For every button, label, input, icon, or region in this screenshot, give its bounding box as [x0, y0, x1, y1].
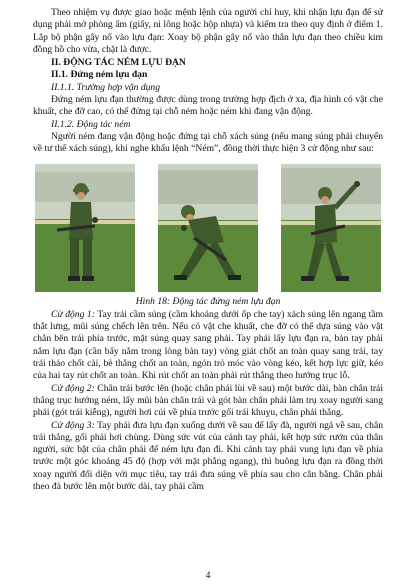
step-3-label: Cử động 3:	[51, 419, 95, 431]
step-2-text: Chân trái bước lên (hoặc chân phải lùi về sau) một bước dài, bàn chân trái thẳng trục hướng ném, lấy mũi bàn chân trái và gót bàn chân phải làm trụ xoay người sang phải (gót trái kiễng), người hơi cúi về phía trước gối trái khuỵu, chân phải thẳng.	[33, 382, 383, 419]
subsection-title: II.1. Đứng ném lựu đạn	[51, 69, 148, 81]
step-3-paragraph	[33, 420, 383, 494]
subsubsection-title-1: II.1.1. Trường hợp vận dụng	[51, 81, 161, 93]
step-1-label: Cử động 1:	[51, 308, 95, 320]
figure-photos	[35, 164, 381, 292]
step-1-text: Tay trái cầm súng (cầm khoảng dưới ốp che tay) xách súng lên ngang tầm thắt lưng, mũi súng chếch lên trên. Nếu có vật che khuất, che đỡ có thể dựa súng vào vật chắn bên trái phía trước, mặt súng quay sang phải. Tay phải lấy lựu đạn ra, bàn tay phải nắm lựu đạn (cần bẩy nằm trong lòng bàn tay) vòng giát chốt an toàn quay sang trái, tay trái tháo chốt cài, bẻ thẳng chốt an toàn, ngón trỏ móc vào vòng kéo, kết hợp lực giữ, kéo của hai tay rút chốt an toàn. Khi rút chốt an toàn phải rút thẳng theo hướng trục lỗ.	[33, 308, 384, 382]
step-2-paragraph	[33, 383, 383, 420]
step-1-paragraph	[33, 309, 383, 383]
step-2-label: Cử động 2:	[51, 382, 95, 394]
photo-step-2	[158, 164, 258, 292]
throwing-paragraph: Người ném đang vận động hoặc đứng tại chỗ xách súng (nếu mang súng phải chuyển về tư thế xách súng), khi nghe khẩu lệnh “Ném”, đồng thời thực hiện 3 cử động như sau:	[33, 130, 383, 155]
usage-paragraph: Đứng ném lựu đạn thường được dùng trong trường hợp địch ở xa, địa hình có vật che khuất, che đỡ cao, có thể đứng tại chỗ ném hoặc ném khi đang vận động.	[33, 94, 383, 118]
page-number: 4	[205, 570, 211, 581]
photo-step-1	[35, 164, 135, 292]
section-title: II. ĐỘNG TÁC NÉM LỰU ĐẠN	[51, 57, 186, 69]
figure-caption: Hình 18: Động tác đứng ném lựu đạn	[135, 295, 281, 307]
step-3-text: Tay phải đưa lựu đạn xuống dưới về sau để lấy đà, người ngả về sau, chân trái thẳng, gối phải hơi chùng. Dùng sức vút của cánh tay phải, kết hợp sức rướn của thân người, sức bật của chân phải để ném lựu đạn đi. Khi cánh tay phải vung lựu đạn về phía trước một góc khoảng 45 độ (hợp với mặt phẳng ngang), thì buông lựu đạn ra đồng thời xoay người đối diện với mục tiêu, tay trái đưa súng về phía sau cho cân bằng. Chân phải theo đà bước lên một bước dài, tay phải cầm	[33, 419, 383, 493]
intro-paragraph: Theo nhiệm vụ được giao hoặc mệnh lệnh của người chỉ huy, khi nhận lựu đạn để sử dụng phải mở phòng ẩm (giấy, ni lông hoặc hộp nhựa) và kiểm tra theo quy định ở điểm 1. Lắp bộ phận gây nổ vào lựu đạn: Xoay bộ phận gây nổ vào thân lựu đạn theo chiều kim đồng hồ cho vừa, chặt là được.	[33, 7, 383, 55]
subsubsection-title-2: II.1.2. Động tác ném	[51, 118, 131, 130]
photo-step-3	[281, 164, 381, 292]
